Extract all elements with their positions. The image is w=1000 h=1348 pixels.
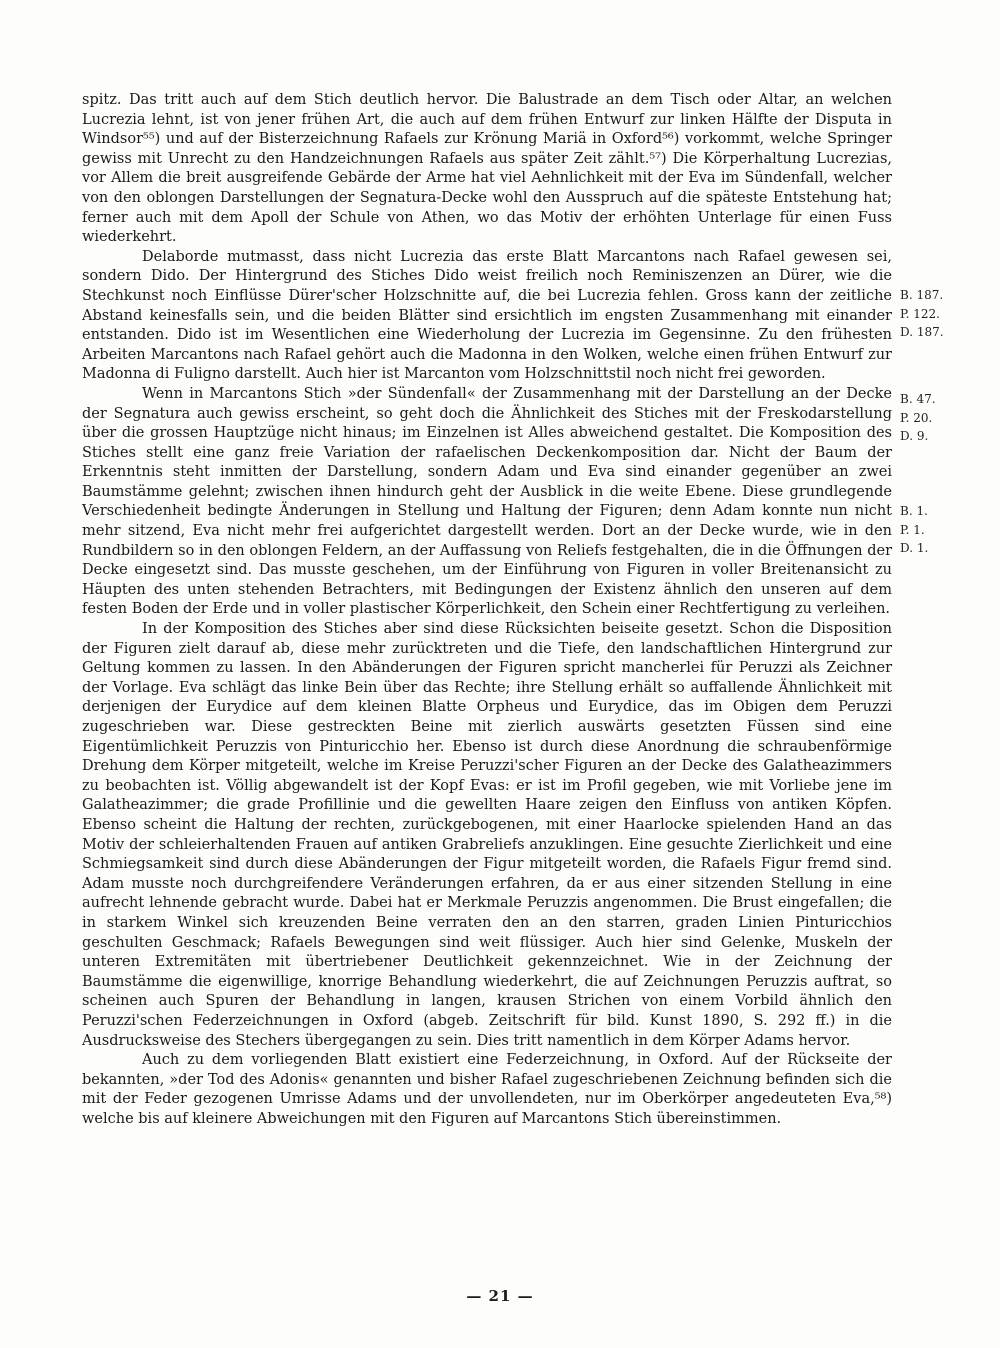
margin-ref: B. 187. [900,288,944,302]
paragraph: spitz. Das tritt auch auf dem Stich deutlich hervor. Die Balustrade an dem Tisch oder Altar, an welchen Lucrezia lehnt, ist von jener frühen Art, die auch auf dem frühen Entwurf zur linken Hälfte der Disputa in Windsor⁵⁵) und auf der Bisterzeichnung Rafaels zur Krönung Mariä in Oxford⁵⁶) vorkommt, welche Springer gewiss mit Unrecht zu den Handzeichnungen Rafaels aus später Zeit zählt.⁵⁷) Die Körperhaltung Lucrezias, vor Allem die breit ausgreifende Gebärde der Arme hat viel Aehnlichkeit mit der Eva im Sündenfall, welcher von den oblongen Darstellungen der Segnatura-Decke wohl den Ausspruch auf die späteste Entstehung hat; ferner auch mit dem Apoll der Schule von Athen, wo das Motiv der erhöhten Unterlage für einen Fuss wiederkehrt. [82,92,892,246]
paragraph: Delaborde mutmasst, dass nicht Lucrezia das erste Blatt Marcantons nach Rafael gewesen sei, sondern Dido. Der Hintergrund des Stiches Dido weist freilich noch Reminiszenzen an Dürer, wie die Stechkunst noch Einflüsse Dürer'scher Holzschnitte auf, die bei Lucrezia fehlen. Gross kann der zeitliche Abstand keinesfalls sein, und die beiden Blätter sind ersichtlich im engsten Zusammenhang mit einander entstanden. Dido ist im Wesentlichen eine Wiederholung der Lucrezia im Gegensinne. Zu den frühesten Arbeiten Marcantons nach Rafael gehört auch die Madonna in den Wolken, welche einen frühen Entwurf zur Madonna di Fuligno darstellt. Auch hier ist Marcanton vom Holzschnittstil noch nicht frei geworden. [82,248,892,383]
margin-ref: D. 1. [900,541,929,555]
paragraph: In der Komposition des Stiches aber sind diese Rücksichten beiseite gesetzt. Schon die Disposition der Figuren zielt darauf ab, diese mehr zurücktreten und die Tiefe, den landschaftlichen Hintergrund zur Geltung kommen zu lassen. In den Abänderungen der Figuren spricht mancherlei für Peruzzi als Zeichner der Vorlage. Eva schlägt das linke Bein über das Rechte; ihre Stellung erhält so auffallende Ähnlichkeit mit derjenigen der Eurydice auf dem kleinen Blatte Orpheus und Eurydice, das im Obigen dem Peruzzi zugeschrieben war. Diese gestreckten Beine mit zierlich auswärts gesetzten Füssen sind eine Eigentümlichkeit Peruzzis von Pinturicchio her. Ebenso ist durch diese Anordnung die schraubenförmige Drehung dem Körper mitgeteilt, welche im Kreise Peruzzi'scher Figuren an der Decke des Galatheazimmers zu beobachten ist. Völlig abgewandelt ist der Kopf Evas: er ist im Profil gegeben, wie mit Vorliebe jene im Galatheazimmer; die grade Profillinie und die gewellten Haare zeigen den Einfluss von antiken Köpfen. Ebenso scheint die Haltung der rechten, zurückgebogenen, mit einer Haarlocke spielenden Hand an das Motiv der schleierhaltenden Frauen auf antiken Grabreliefs anzuklingen. Eine gesuchte Zierlichkeit und eine Schmiegsamkeit sind durch diese Abänderungen der Figur mitgeteilt worden, die Rafaels Figur fremd sind. Adam musste noch durchgreifendere Veränderungen erfahren, da er aus einer sitzenden Stellung in eine aufrecht lehnende gebracht wurde. Dabei hat er Merkmale Peruzzis angenommen. Die Brust eingefallen; die in starkem Winkel sich kreuzenden Beine verraten den an den starren, graden Linien Pinturicchios geschulten Geschmack; Rafaels Bewegungen sind weit flüssiger. Auch hier sind Gelenke, Muskeln der unteren Extremitäten mit übertriebener Deutlichkeit gekennzeichnet. Wie in der Zeichnung der Baumstämme die eigenwillige, knorrige Behandlung wiederkehrt, die auf Zeichnungen Peruzzis auftrat, so scheinen auch Spuren der Behandlung in langen, krausen Strichen von einem Vorbild ähnlich den Peruzzi'schen Federzeichnungen in Oxford (abgeb. Zeitschrift für bild. Kunst 1890, S. 292 ff.) in die Ausdrucksweise des Stechers übergegangen zu sein. Dies tritt namentlich in dem Körper Adams hervor. [82,621,892,1049]
paragraph: Auch zu dem vorliegenden Blatt existiert eine Federzeichnung, in Oxford. Auf der Rückseite der bekannten, »der Tod des Adonis« genannten und bisher Rafael zugeschriebenen Zeichnung befinden sich die mit der Feder gezogenen Umrisse Adams und der unvollendeten, nur im Oberkörper angedeuteten Eva,⁵⁸) welche bis auf kleinere Abweichungen mit den Figuren auf Marcantons Stich übereinstimmen. [82,1052,892,1127]
body-text [82,91,892,1129]
page-number: — 21 — [466,1287,534,1305]
margin-note-dido [900,286,960,342]
margin-ref: P. 122. [900,306,940,321]
margin-note-suendenfall [900,502,960,558]
margin-ref: B. 1. [900,504,928,518]
margin-ref: D. 9. [900,429,929,443]
margin-ref: B. 47. [900,392,936,406]
paragraph: Wenn in Marcantons Stich »der Sündenfall« der Zusammenhang mit der Darstellung an der Decke der Segnatura auch gewiss erscheint, so geht doch die Ähnlichkeit des Stiches mit der Freskodarstellung über die grossen Hauptzüge nicht hinaus; im Einzelnen ist Alles abweichend gestaltet. Die Komposition des Stiches stellt eine ganz freie Variation der rafaelischen Deckenkomposition dar. Nicht der Baum der Erkenntnis steht inmitten der Darstellung, sondern Adam und Eva sind einander gegenüber an zwei Baumstämme gelehnt; zwischen ihnen hindurch geht der Ausblick in die weite Ebene. Diese grundlegende Verschiedenheit bedingte Änderungen in Stellung und Haltung der Figuren; denn Adam konnte nun nicht mehr sitzend, Eva nicht mehr frei aufgerichtet dargestellt werden. Dort an der Decke wurde, wie in den Rundbildern so in den oblongen Feldern, an der Auffassung von Reliefs festgehalten, die in die Öffnungen der Decke eingesetzt sind. Das musste geschehen, um der Einführung von Figuren in voller Breitenansicht zu Häupten des unten stehenden Betrachters, mit Bedingungen der Existenz ähnlich den unseren auf dem festen Boden der Erde und in voller plastischer Körperlichkeit, den Schein einer Rechtfertigung zu verleihen. [82,385,892,618]
margin-note-madonna [900,390,960,446]
margin-ref: D. 187. [900,325,944,339]
margin-ref: P. 1. [900,522,925,537]
margin-ref: P. 20. [900,410,933,425]
